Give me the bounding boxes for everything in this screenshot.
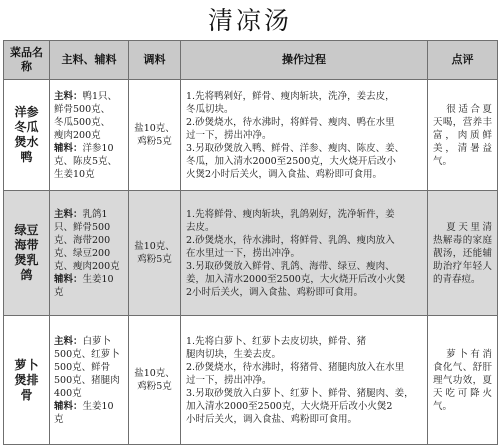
ingredient-label: 主料： bbox=[54, 208, 83, 220]
dish-name: 洋参冬瓜煲水鸭 bbox=[4, 80, 50, 191]
ingredient-line bbox=[54, 129, 124, 142]
ingredient-text: 生姜10 bbox=[82, 273, 114, 285]
ingredient-line bbox=[54, 168, 124, 181]
ingredient-text: 冬瓜500克、 bbox=[54, 116, 111, 128]
ingredient-line bbox=[54, 273, 124, 286]
process-line: 加入清水2000至2500克，大火烧开后改小火煲2 bbox=[186, 400, 393, 412]
ingredient-text: 克 bbox=[54, 413, 64, 425]
header-seasoning: 调料 bbox=[129, 41, 181, 80]
recipe-table bbox=[3, 40, 498, 445]
process-line: 腿肉切块，生姜去皮。 bbox=[186, 348, 282, 360]
ingredient-line bbox=[54, 142, 124, 155]
dish-name: 萝卜煲排骨 bbox=[4, 316, 50, 445]
ingredient-text: 生姜10克 bbox=[54, 168, 95, 180]
seasoning-line: 鸡粉5克 bbox=[137, 254, 172, 265]
ingredient-label: 主料： bbox=[54, 335, 83, 347]
seasoning-line: 鸡粉5克 bbox=[137, 136, 172, 147]
seasoning-line: 盐10克、 bbox=[134, 368, 175, 379]
table-header-row bbox=[4, 41, 498, 80]
table-row bbox=[4, 191, 498, 316]
process-line: 2.砂煲烧水，待水沸时，将鲜骨、瘦肉、鸭在水里 bbox=[186, 116, 395, 128]
page-title: 清凉汤 bbox=[207, 6, 292, 35]
ingredient-line bbox=[54, 116, 124, 129]
process-line: 去皮。 bbox=[186, 221, 215, 233]
ingredient-text: 克、陈皮5克、 bbox=[54, 155, 118, 167]
comment-cell: 很适合夏天喝，营养丰富，肉质鲜美，清暑益气。 bbox=[428, 80, 498, 191]
ingredient-label: 辅料： bbox=[54, 400, 83, 412]
ingredient-line bbox=[54, 103, 124, 116]
ingredient-label: 辅料： bbox=[54, 273, 83, 285]
header-ingredients: 主料、辅料 bbox=[50, 41, 129, 80]
seasoning-line: 盐10克、 bbox=[134, 123, 175, 134]
comment-cell: 萝卜有消食化气、舒肝理气功效，夏天吃可降火气。 bbox=[428, 316, 498, 445]
process-line: 3.另取砂煲放入鸭、鲜骨、洋参、瘦肉、陈皮、姜、 bbox=[186, 142, 405, 154]
process-cell bbox=[181, 80, 428, 191]
ingredient-text: 500克、猪腿肉 bbox=[54, 374, 120, 386]
ingredient-line bbox=[54, 155, 124, 168]
process-cell bbox=[181, 316, 428, 445]
ingredient-line bbox=[54, 400, 124, 413]
ingredient-text: 400克 bbox=[54, 387, 82, 399]
ingredient-text: 白萝卜 bbox=[82, 335, 112, 347]
process-line: 2.砂煲烧水，待水沸时，将猪骨、猪腿肉放入在水里 bbox=[186, 361, 405, 373]
ingredient-label: 主料： bbox=[54, 90, 83, 102]
ingredient-text: 洋参10 bbox=[82, 142, 114, 154]
ingredient-line bbox=[54, 90, 124, 103]
header-process: 操作过程 bbox=[181, 41, 428, 80]
ingredient-text: 500克、红萝卜 bbox=[54, 348, 120, 360]
ingredient-text: 生姜10 bbox=[82, 400, 114, 412]
seasoning-cell bbox=[129, 80, 181, 191]
process-line: 冬瓜，加入清水2000至2500克，大火烧开后改小 bbox=[186, 155, 396, 167]
ingredient-line bbox=[54, 335, 124, 348]
process-line: 1.先将鲜骨、瘦肉斩块，乳鸽剁好，洗净斩件，姜 bbox=[186, 208, 395, 220]
seasoning-line: 鸡粉5克 bbox=[137, 381, 172, 392]
process-line: 3.另取砂煲放入鲜骨、乳鸽、海带、绿豆、瘦肉、 bbox=[186, 260, 395, 272]
process-line: 过一下，捞出冲净。 bbox=[186, 129, 272, 141]
process-cell bbox=[181, 191, 428, 316]
process-line: 2小时后关火，调入食盐、鸡粉即可食用。 bbox=[186, 286, 364, 298]
ingredient-line bbox=[54, 374, 124, 387]
ingredient-line bbox=[54, 286, 124, 299]
comment-cell: 夏天里清热解毒的家庭靓汤，还能辅助治疗年轻人的青春痘。 bbox=[428, 191, 498, 316]
process-line: 1.先将白萝卜、红萝卜去皮切块，鲜骨、猪 bbox=[186, 335, 367, 347]
header-comment: 点评 bbox=[428, 41, 498, 80]
ingredient-text: 只、鲜骨500 bbox=[54, 221, 111, 233]
ingredient-text: 瘦肉200克 bbox=[54, 129, 101, 141]
process-line: 火煲2小时后关火，调入食盐、鸡粉即可食用。 bbox=[186, 168, 383, 180]
ingredient-line bbox=[54, 221, 124, 234]
ingredient-line bbox=[54, 361, 124, 374]
seasoning-cell bbox=[129, 191, 181, 316]
ingredient-line bbox=[54, 208, 124, 221]
table-row bbox=[4, 80, 498, 191]
process-line: 小时后关火，调入食盐、鸡粉即可食用。 bbox=[186, 413, 358, 425]
ingredients-cell bbox=[50, 80, 129, 191]
ingredients-cell bbox=[50, 191, 129, 316]
ingredient-text: 乳鸽1 bbox=[82, 208, 108, 220]
seasoning-cell bbox=[129, 316, 181, 445]
ingredient-line bbox=[54, 234, 124, 247]
ingredient-line bbox=[54, 247, 124, 260]
ingredient-line bbox=[54, 387, 124, 400]
ingredient-label: 辅料： bbox=[54, 142, 83, 154]
ingredient-text: 鲜骨500克、 bbox=[54, 103, 111, 115]
dish-name: 绿豆海带煲乳鸽 bbox=[4, 191, 50, 316]
ingredient-text: 克 bbox=[54, 286, 64, 298]
ingredient-line bbox=[54, 348, 124, 361]
process-line: 2.砂煲烧水，待水沸时，将鲜骨、乳鸽、瘦肉放入 bbox=[186, 234, 395, 246]
table-row bbox=[4, 316, 498, 445]
table-body bbox=[4, 80, 498, 445]
process-line: 在水里过一下，捞出冲净。 bbox=[186, 247, 301, 259]
process-line: 冬瓜切块。 bbox=[186, 103, 234, 115]
process-line: 1.先将鸭剁好，鲜骨、瘦肉斩块，洗净，姜去皮， bbox=[186, 90, 395, 102]
ingredient-text: 500克、鲜骨 bbox=[54, 361, 111, 373]
process-line: 姜，加入清水2000至2500克，大火烧开后改小火煲 bbox=[186, 273, 406, 285]
ingredient-line bbox=[54, 413, 124, 426]
seasoning-line: 盐10克、 bbox=[134, 241, 175, 252]
process-line: 过一下，捞出冲净。 bbox=[186, 374, 272, 386]
ingredient-text: 克、海带200 bbox=[54, 234, 111, 246]
ingredients-cell bbox=[50, 316, 129, 445]
ingredient-text: 克、绿豆200 bbox=[54, 247, 111, 259]
ingredient-text: 克、瘦肉200克 bbox=[54, 260, 120, 272]
header-name: 菜品名称 bbox=[4, 41, 50, 80]
ingredient-text: 鸭1只、 bbox=[82, 90, 118, 102]
process-line: 3.另取砂煲放入白萝卜、红萝卜、鲜骨、猪腿肉、姜， bbox=[186, 387, 414, 399]
ingredient-line bbox=[54, 260, 124, 273]
